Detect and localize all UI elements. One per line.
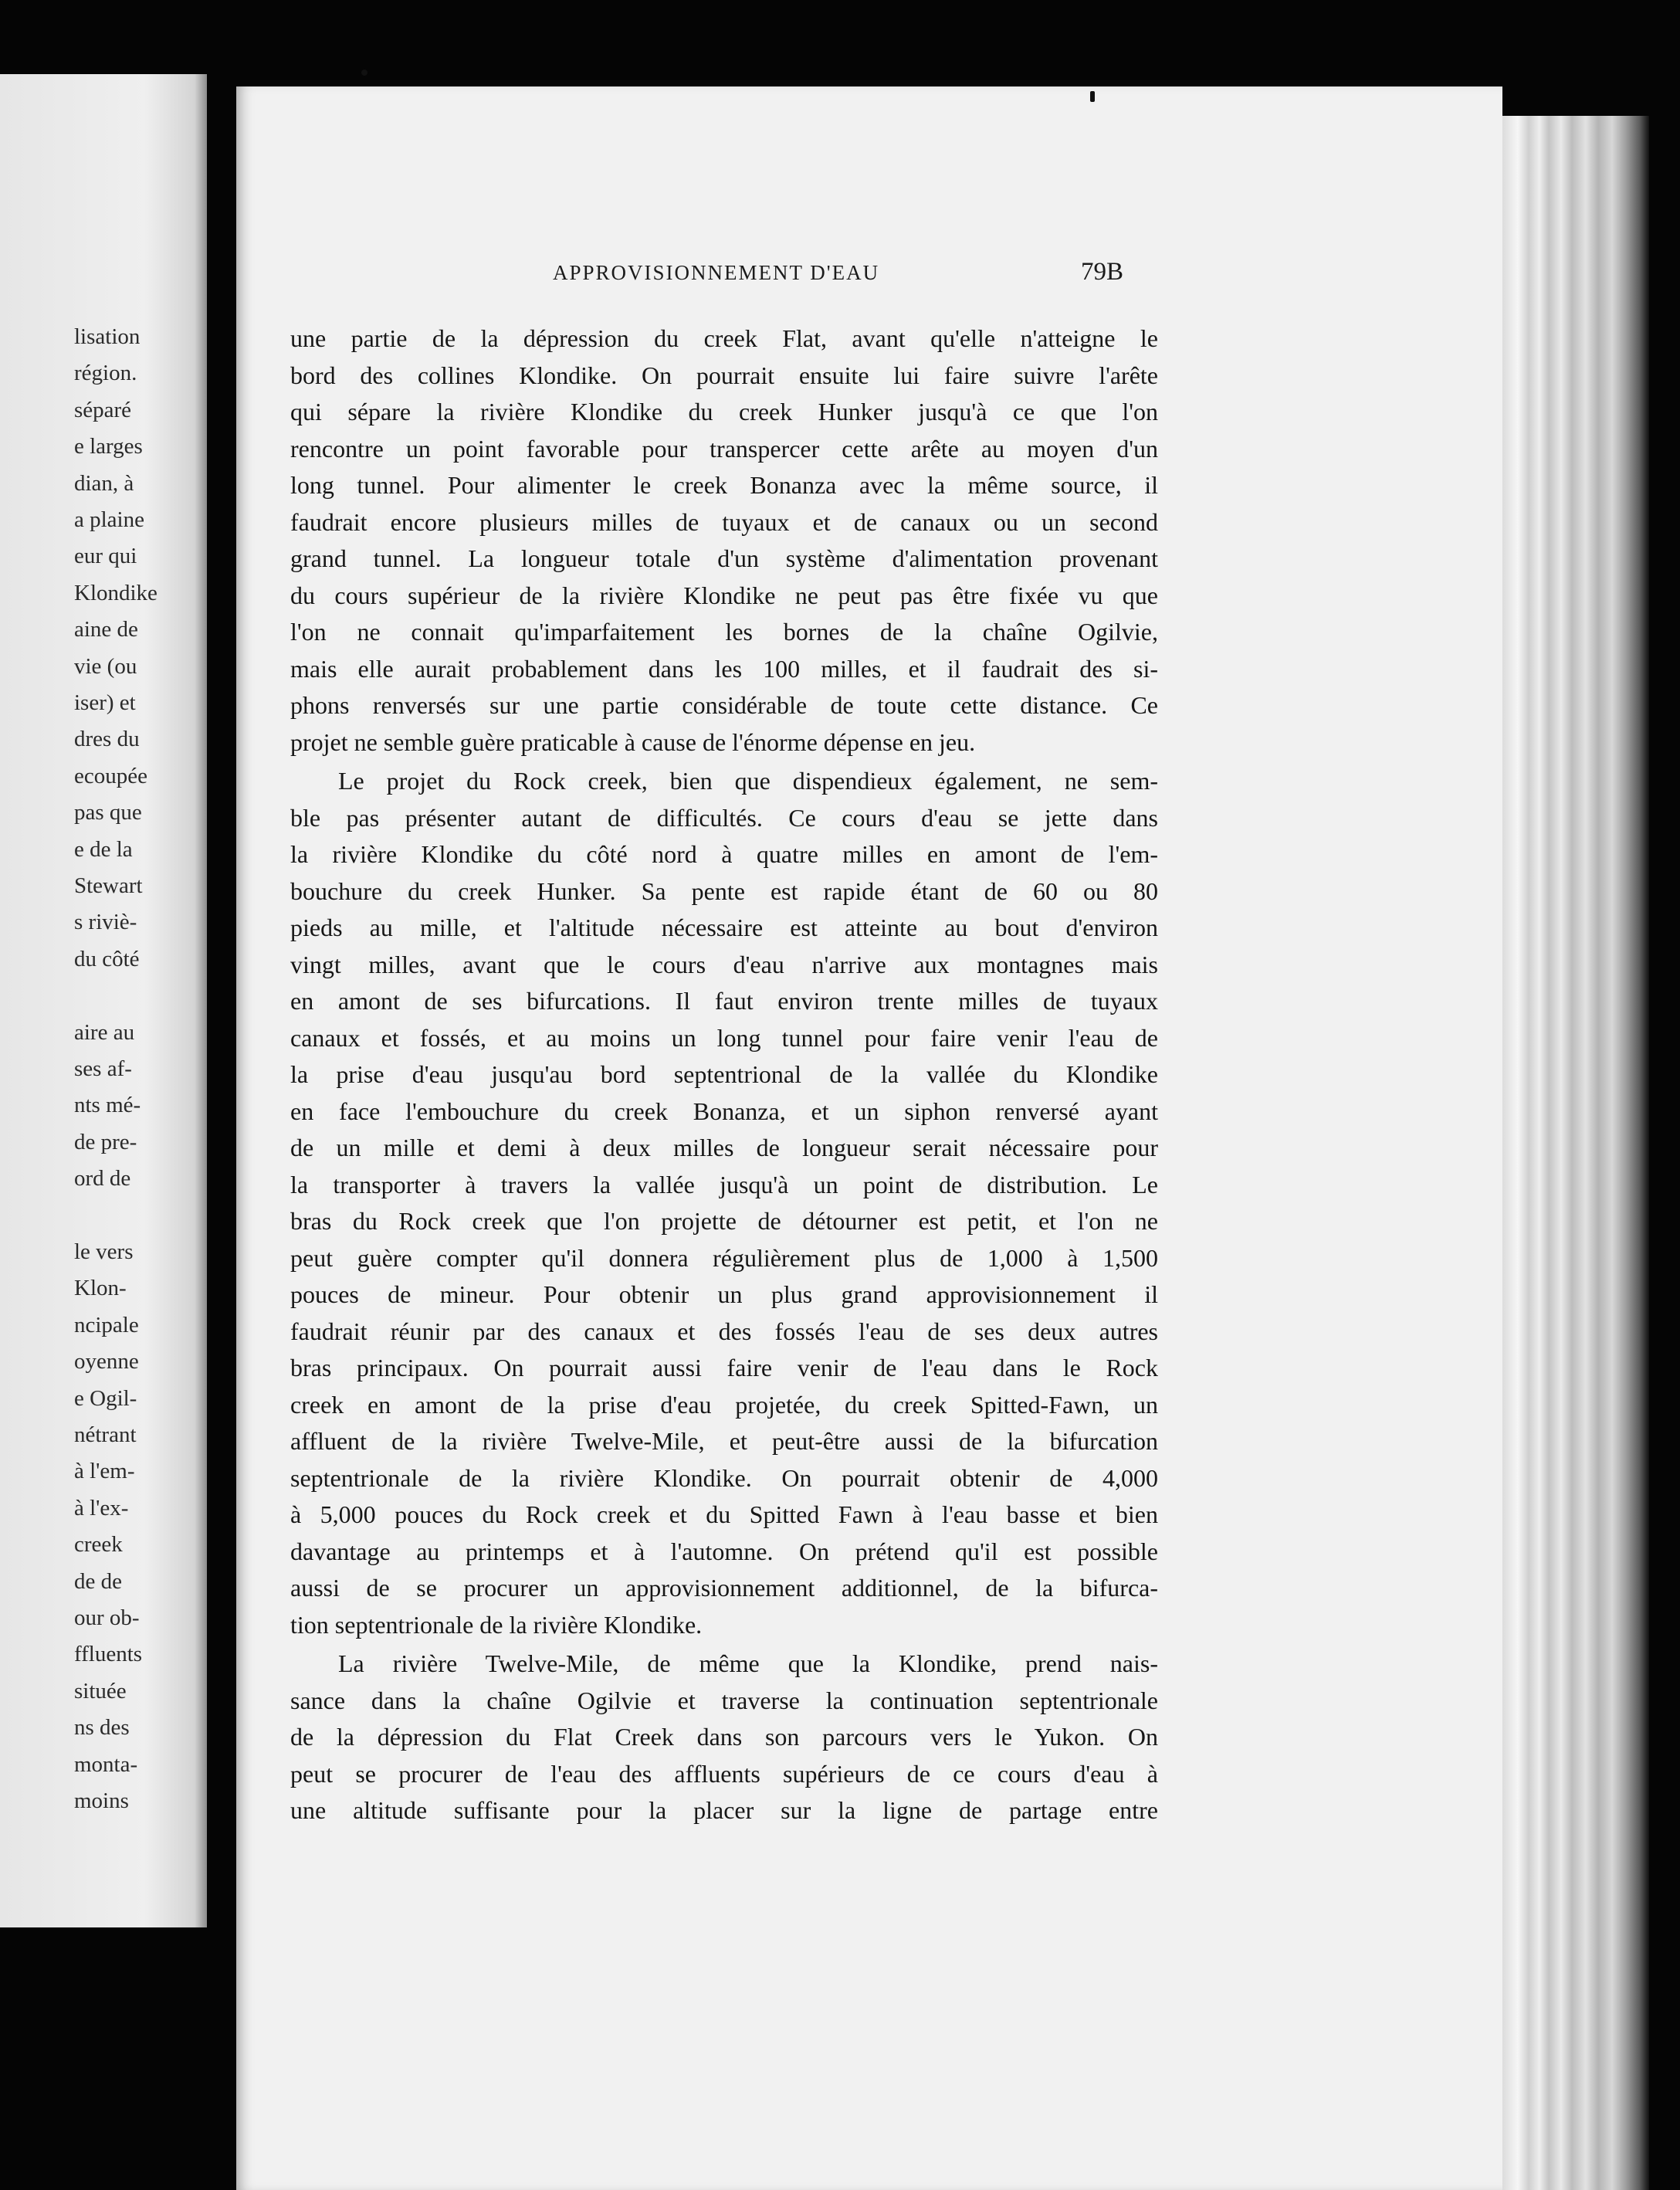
text-line: phons renversés sur une partie considérable de toute cette distance. Ce [290, 691, 1158, 719]
left-page-line: de de [74, 1568, 122, 1594]
text-line: tion septentrionale de la rivière Klondike. [290, 1610, 703, 1639]
left-page-line: Stewart [74, 873, 143, 898]
page-number: 79B [1081, 258, 1124, 286]
text-line: peut se procurer de l'eau des affluents supérieurs de ce cours d'eau à [290, 1759, 1158, 1788]
text-line: rencontre un point favorable pour transpercer cette arête au moyen d'un [290, 434, 1158, 463]
text-line: de un mille et demi à deux milles de longueur serait nécessaire pour [290, 1134, 1158, 1161]
left-page-line: ecoupée [74, 763, 147, 788]
left-page-line: de pre- [74, 1129, 137, 1154]
left-page-line: ffluents [74, 1642, 143, 1667]
text-line: affluent de la rivière Twelve-Mile, et peut-être aussi de la bifurcation [290, 1427, 1158, 1455]
text-line: bord des collines Klondike. On pourrait ensuite lui faire suivre l'arête [290, 361, 1158, 389]
text-line: du cours supérieur de la rivière Klondike ne peut pas être fixée vu que [290, 581, 1158, 609]
left-page-line: e larges [74, 434, 143, 459]
left-page-line: iser) et [74, 690, 136, 715]
text-line: mais elle aurait probablement dans les 100 milles, et il faudrait des si- [290, 654, 1158, 683]
text-line: en face l'embouchure du creek Bonanza, et un siphon renversé ayant [290, 1097, 1158, 1125]
text-line: bras principaux. On pourrait aussi faire venir de l'eau dans le Rock [290, 1354, 1158, 1381]
left-page-line: Klon- [74, 1276, 127, 1301]
text-line: à 5,000 pouces du Rock creek et du Spitted Fawn à l'eau basse et bien [290, 1500, 1158, 1528]
text-line: la rivière Klondike du côté nord à quatre milles en amont de l'em- [290, 840, 1158, 868]
left-page-line: à l'ex- [74, 1495, 129, 1520]
running-title: APPROVISIONNEMENT D'EAU [553, 261, 880, 284]
text-line: la prise d'eau jusqu'au bord septentrional de la vallée du Klondike [290, 1060, 1158, 1088]
left-page-line: Klondike [74, 580, 158, 605]
text-line: La rivière Twelve-Mile, de même que la Klondike, prend nais- [338, 1649, 1158, 1677]
left-page-line: ord de [74, 1166, 131, 1192]
text-line: pouces de mineur. Pour obtenir un plus grand approvisionnement il [290, 1280, 1158, 1308]
left-page-line: à l'em- [74, 1459, 135, 1484]
left-page-line: our ob- [74, 1605, 140, 1630]
left-page-line: aine de [74, 617, 138, 642]
text-line: septentrionale de la rivière Klondike. On pourrait obtenir de 4,000 [290, 1463, 1158, 1492]
text-line: faudrait encore plusieurs milles de tuyaux et de canaux ou un second [290, 507, 1158, 536]
left-page-line: lisation [74, 324, 141, 349]
speck [361, 69, 368, 76]
text-line: la transporter à travers la vallée jusqu'à un point de distribution. Le [290, 1170, 1158, 1198]
left-page-line: vie (ou [74, 653, 137, 679]
left-page-line: ses af- [74, 1056, 132, 1081]
left-page-line: région. [74, 361, 137, 386]
text-line: qui sépare la rivière Klondike du creek Hunker jusqu'à ce que l'on [290, 398, 1158, 425]
text-line: grand tunnel. La longueur totale d'un système d'alimentation provenant [290, 544, 1158, 572]
left-page-line: a plaine [74, 507, 144, 532]
left-page-line: e de la [74, 836, 133, 862]
text-line: aussi de se procurer un approvisionnement additionnel, de la bifurca- [290, 1574, 1158, 1602]
left-page-line: monta- [74, 1751, 138, 1777]
text-line: une altitude suffisante pour la placer sur la ligne de partage entre [290, 1796, 1158, 1824]
text-line: l'on ne connait qu'imparfaitement les bornes de la chaîne Ogilvie, [290, 618, 1158, 646]
left-page-line: creek [74, 1532, 123, 1558]
left-page-line: ns des [74, 1715, 130, 1741]
left-page-line: eur qui [74, 544, 137, 569]
left-page-line: moins [74, 1788, 129, 1813]
left-page-line: du côté [74, 946, 140, 971]
text-line: canaux et fossés, et au moins un long tunnel pour faire venir l'eau de [290, 1023, 1158, 1052]
left-page-line: e Ogil- [74, 1385, 137, 1411]
left-page-line: nétrant [74, 1422, 137, 1447]
left-page-line: ncipale [74, 1312, 139, 1337]
text-line: davantage au printemps et à l'automne. On prétend qu'il est possible [290, 1537, 1158, 1565]
text-line: une partie de la dépression du creek Flat, avant qu'elle n'atteigne le [290, 324, 1158, 352]
speck [1090, 91, 1095, 102]
left-page-line: oyenne [74, 1349, 139, 1375]
text-line: de la dépression du Flat Creek dans son parcours vers le Yukon. On [290, 1723, 1158, 1751]
left-page-line: pas que [74, 800, 142, 825]
text-line: long tunnel. Pour alimenter le creek Bonanza avec la même source, il [290, 471, 1158, 499]
page-header [236, 258, 1502, 300]
left-page-line: s riviè- [74, 910, 137, 935]
page-edges [1502, 116, 1649, 2190]
left-page-line: dres du [74, 727, 140, 752]
text-line: en amont de ses bifurcations. Il faut environ trente milles de tuyaux [290, 987, 1158, 1015]
text-line: faudrait réunir par des canaux et des fossés l'eau de ses deux autres [290, 1317, 1158, 1345]
left-page-line: située [74, 1678, 127, 1704]
text-line: creek en amont de la prise d'eau projetée, du creek Spitted-Fawn, un [290, 1390, 1158, 1419]
left-page-line: dian, à [74, 470, 134, 496]
text-line: bouchure du creek Hunker. Sa pente est rapide étant de 60 ou 80 [290, 876, 1158, 905]
left-page-line: séparé [74, 397, 132, 422]
text-line: bras du Rock creek que l'on projette de détourner est petit, et l'on ne [290, 1207, 1158, 1235]
left-page-line: nts mé- [74, 1093, 141, 1118]
left-page [0, 74, 207, 1927]
text-line: vingt milles, avant que le cours d'eau n'arrive aux montagnes mais [290, 950, 1158, 978]
left-page-line: aire au [74, 1019, 135, 1045]
text-line: pieds au mille, et l'altitude nécessaire est atteinte au bout d'environ [290, 914, 1158, 941]
left-page-line: le vers [74, 1239, 134, 1264]
text-line: Le projet du Rock creek, bien que dispendieux également, ne sem- [338, 767, 1158, 795]
text-line: projet ne semble guère praticable à cause de l'énorme dépense en jeu. [290, 727, 976, 756]
text-line: sance dans la chaîne Ogilvie et traverse la continuation septentrionale [290, 1686, 1158, 1714]
text-line: peut guère compter qu'il donnera régulièrement plus de 1,000 à 1,500 [290, 1243, 1158, 1272]
text-line: ble pas présenter autant de difficultés. Ce cours d'eau se jette dans [290, 803, 1158, 832]
